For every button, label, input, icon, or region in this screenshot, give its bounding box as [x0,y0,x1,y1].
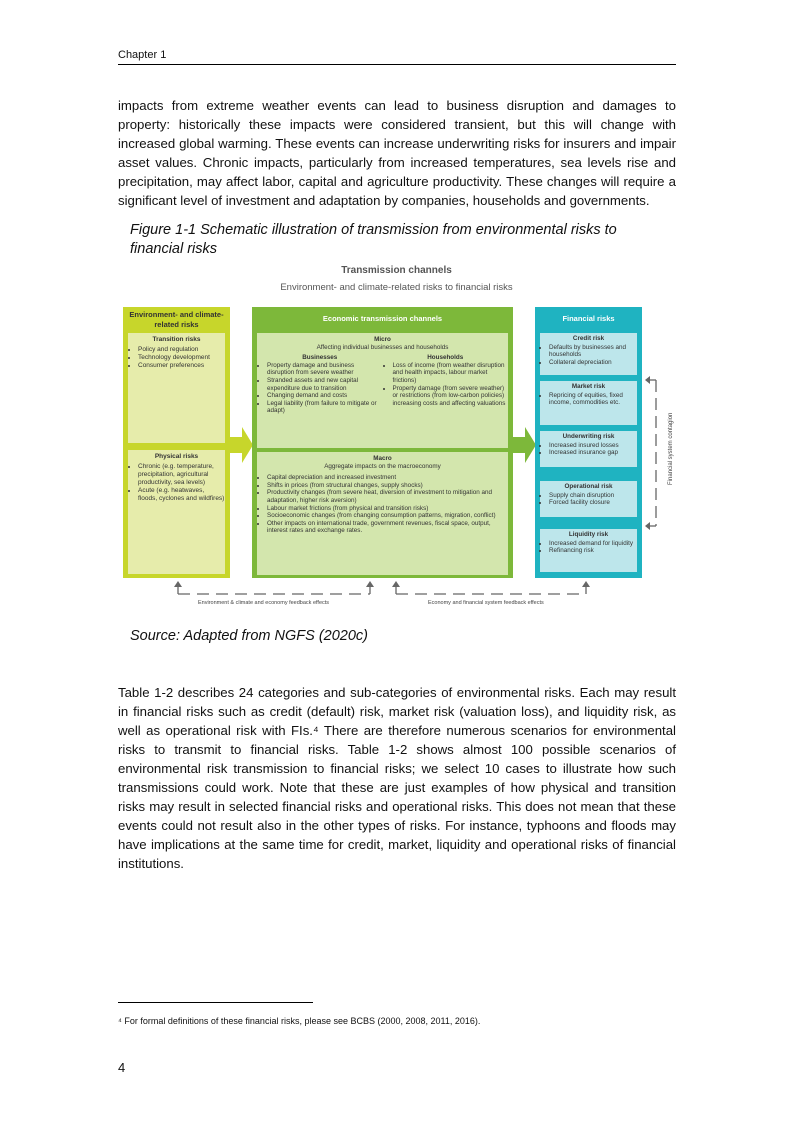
physical-risks-title: Physical risks [154,453,199,460]
underwriting-risk-box [540,431,637,467]
feedback-label-right: Economy and financial system feedback effects [428,600,544,606]
liquidity-risk-title: Liquidity risk [568,531,609,538]
micro-title: Micro [374,336,391,343]
liquidity-risk-box [540,529,637,572]
footnote-rule [118,1002,313,1003]
list-item: • Acute (e.g. heatwaves, floods, cyclones and wildfires) [138,487,225,503]
credit-risk-box [540,333,637,375]
list-item: • Capital depreciation and increased investment [267,474,508,482]
header-rule [118,64,676,65]
list-item: • Property damage and business disruption from severe weather [267,362,383,377]
underwriting-risk-title: Underwriting risk [562,433,615,440]
contagion-label: Financial system contagion [668,412,674,485]
list-item: • Stranded assets and new capital expenditure due to transition [267,377,383,392]
figure-subtitle: Environment- and climate-related risks to financial risks [280,282,513,293]
financial-risks-panel [535,307,642,578]
list-item: • Refinancing risk [549,547,637,555]
list-item: • Legal liability (from failure to mitigate or adapt) [267,400,383,415]
micro-box [257,333,508,448]
list-item: • Other impacts on international trade, government revenues, fiscal space, output, interest rates and exchange rates. [267,520,508,535]
list-item: • Changing demand and costs [267,392,383,400]
economic-channels-panel [252,307,513,578]
arrow-env-to-economic-icon [230,425,254,465]
physical-risks-box [128,450,225,574]
list-item: • Productivity changes (from severe heat, diversion of investment to mitigation and adaptation, higher risk aversion) [267,489,508,504]
macro-box [257,452,508,575]
list-item: • Socioeconomic changes (from changing consumption patterns, migration, conflict) [267,512,508,520]
feedback-label-left: Environment & climate and economy feedback effects [198,600,330,606]
list-item: • Increased insured losses [549,442,637,450]
list-item: • Property damage (from severe weather) or restrictions (from low-carbon policies) increasing costs and affecting valuations [393,385,509,408]
footnote: ⁴ For formal definitions of these financial risks, please see BCBS (2000, 2008, 2011, 2016). [118,1016,481,1026]
list-item: • Supply chain disruption [549,492,637,500]
figure-caption: Figure 1-1 Schematic illustration of transmission from environmental risks to financial risks [130,222,617,257]
businesses-title: Businesses [302,354,338,362]
list-item: • Loss of income (from weather disruption and health impacts, labour market frictions) [393,362,509,385]
arrow-economic-to-financial-icon [513,425,537,465]
list-item: • Shifts in prices (from structural changes, supply shocks) [267,482,508,490]
businesses-column [257,354,383,415]
list-item: • Defaults by businesses and households [549,344,637,359]
chapter-header: Chapter 1 [118,49,167,61]
macro-subtitle: Aggregate impacts on the macroeconomy [324,462,441,470]
list-item: • Collateral depreciation [549,359,637,367]
feedback-arrows-icon [170,580,600,600]
operational-risk-box [540,481,637,517]
financial-heading: Financial risks [562,314,615,323]
env-risks-panel [123,307,230,578]
list-item: • Increased insurance gap [549,449,637,457]
economic-heading: Economic transmission channels [322,314,443,323]
list-item: • Chronic (e.g. temperature, precipitation, agricultural productivity, sea levels) [138,463,225,487]
figure-title: Transmission channels [341,265,452,276]
market-risk-box [540,381,637,425]
transition-risks-title: Transition risks [152,336,201,343]
micro-subtitle: Affecting individual businesses and households [316,343,449,351]
env-heading: Environment- and climate-related risks [129,310,224,329]
list-item: • Consumer preferences [138,362,225,370]
contagion-loop-icon [644,368,666,538]
households-title: Households [427,354,464,362]
operational-risk-title: Operational risk [564,483,613,490]
macro-title: Macro [373,455,392,462]
transition-risks-box [128,333,225,443]
list-item: • Repricing of equities, fixed income, commodities etc. [549,392,637,407]
list-item: • Policy and regulation [138,346,225,354]
figure-source: Source: Adapted from NGFS (2020c) [130,628,369,644]
list-item: • Technology development [138,354,225,362]
list-item: • Labour market frictions (from physical and transition risks) [267,505,508,513]
intro-paragraph: impacts from extreme weather events can lead to business disruption and damages to property: historically these impacts were considered transient, but this will change with increased global warming. These events can increase underwriting risks for insurers and impair asset values. Chronic impacts, particularly from increased temperatures, sea levels rise and precipitation, may affect labor, capital and agriculture productivity. These changes will require a significant level of investment and adaptation by companies, households and governments. [118,98,676,208]
households-column [383,354,509,415]
list-item: • Forced facility closure [549,499,637,507]
list-item: • Increased demand for liquidity [549,540,637,548]
body-paragraph: Table 1-2 describes 24 categories and sub-categories of environmental risks. Each may result in financial risks such as credit (default) risk, market risk (valuation loss), and liquidity risk, as well as operational risk with FIs.⁴ There are therefore numerous scenarios for environmental risks to transmit to financial risks. Table 1-2 shows almost 100 possible scenarios of environmental risk transmission to financial risks; we select 10 cases to illustrate how such transmissions could work. Note that these are just examples of how physical and transition risks may result in selected financial risks and operational risks. This does not mean that these events could not result also in the other types of risks. For instance, typhoons and floods may have implications at the same time for credit, market, liquidity and operational risks of financial institutions. [118,685,676,871]
credit-risk-title: Credit risk [572,335,605,342]
page-number: 4 [118,1060,126,1075]
market-risk-title: Market risk [571,383,606,390]
